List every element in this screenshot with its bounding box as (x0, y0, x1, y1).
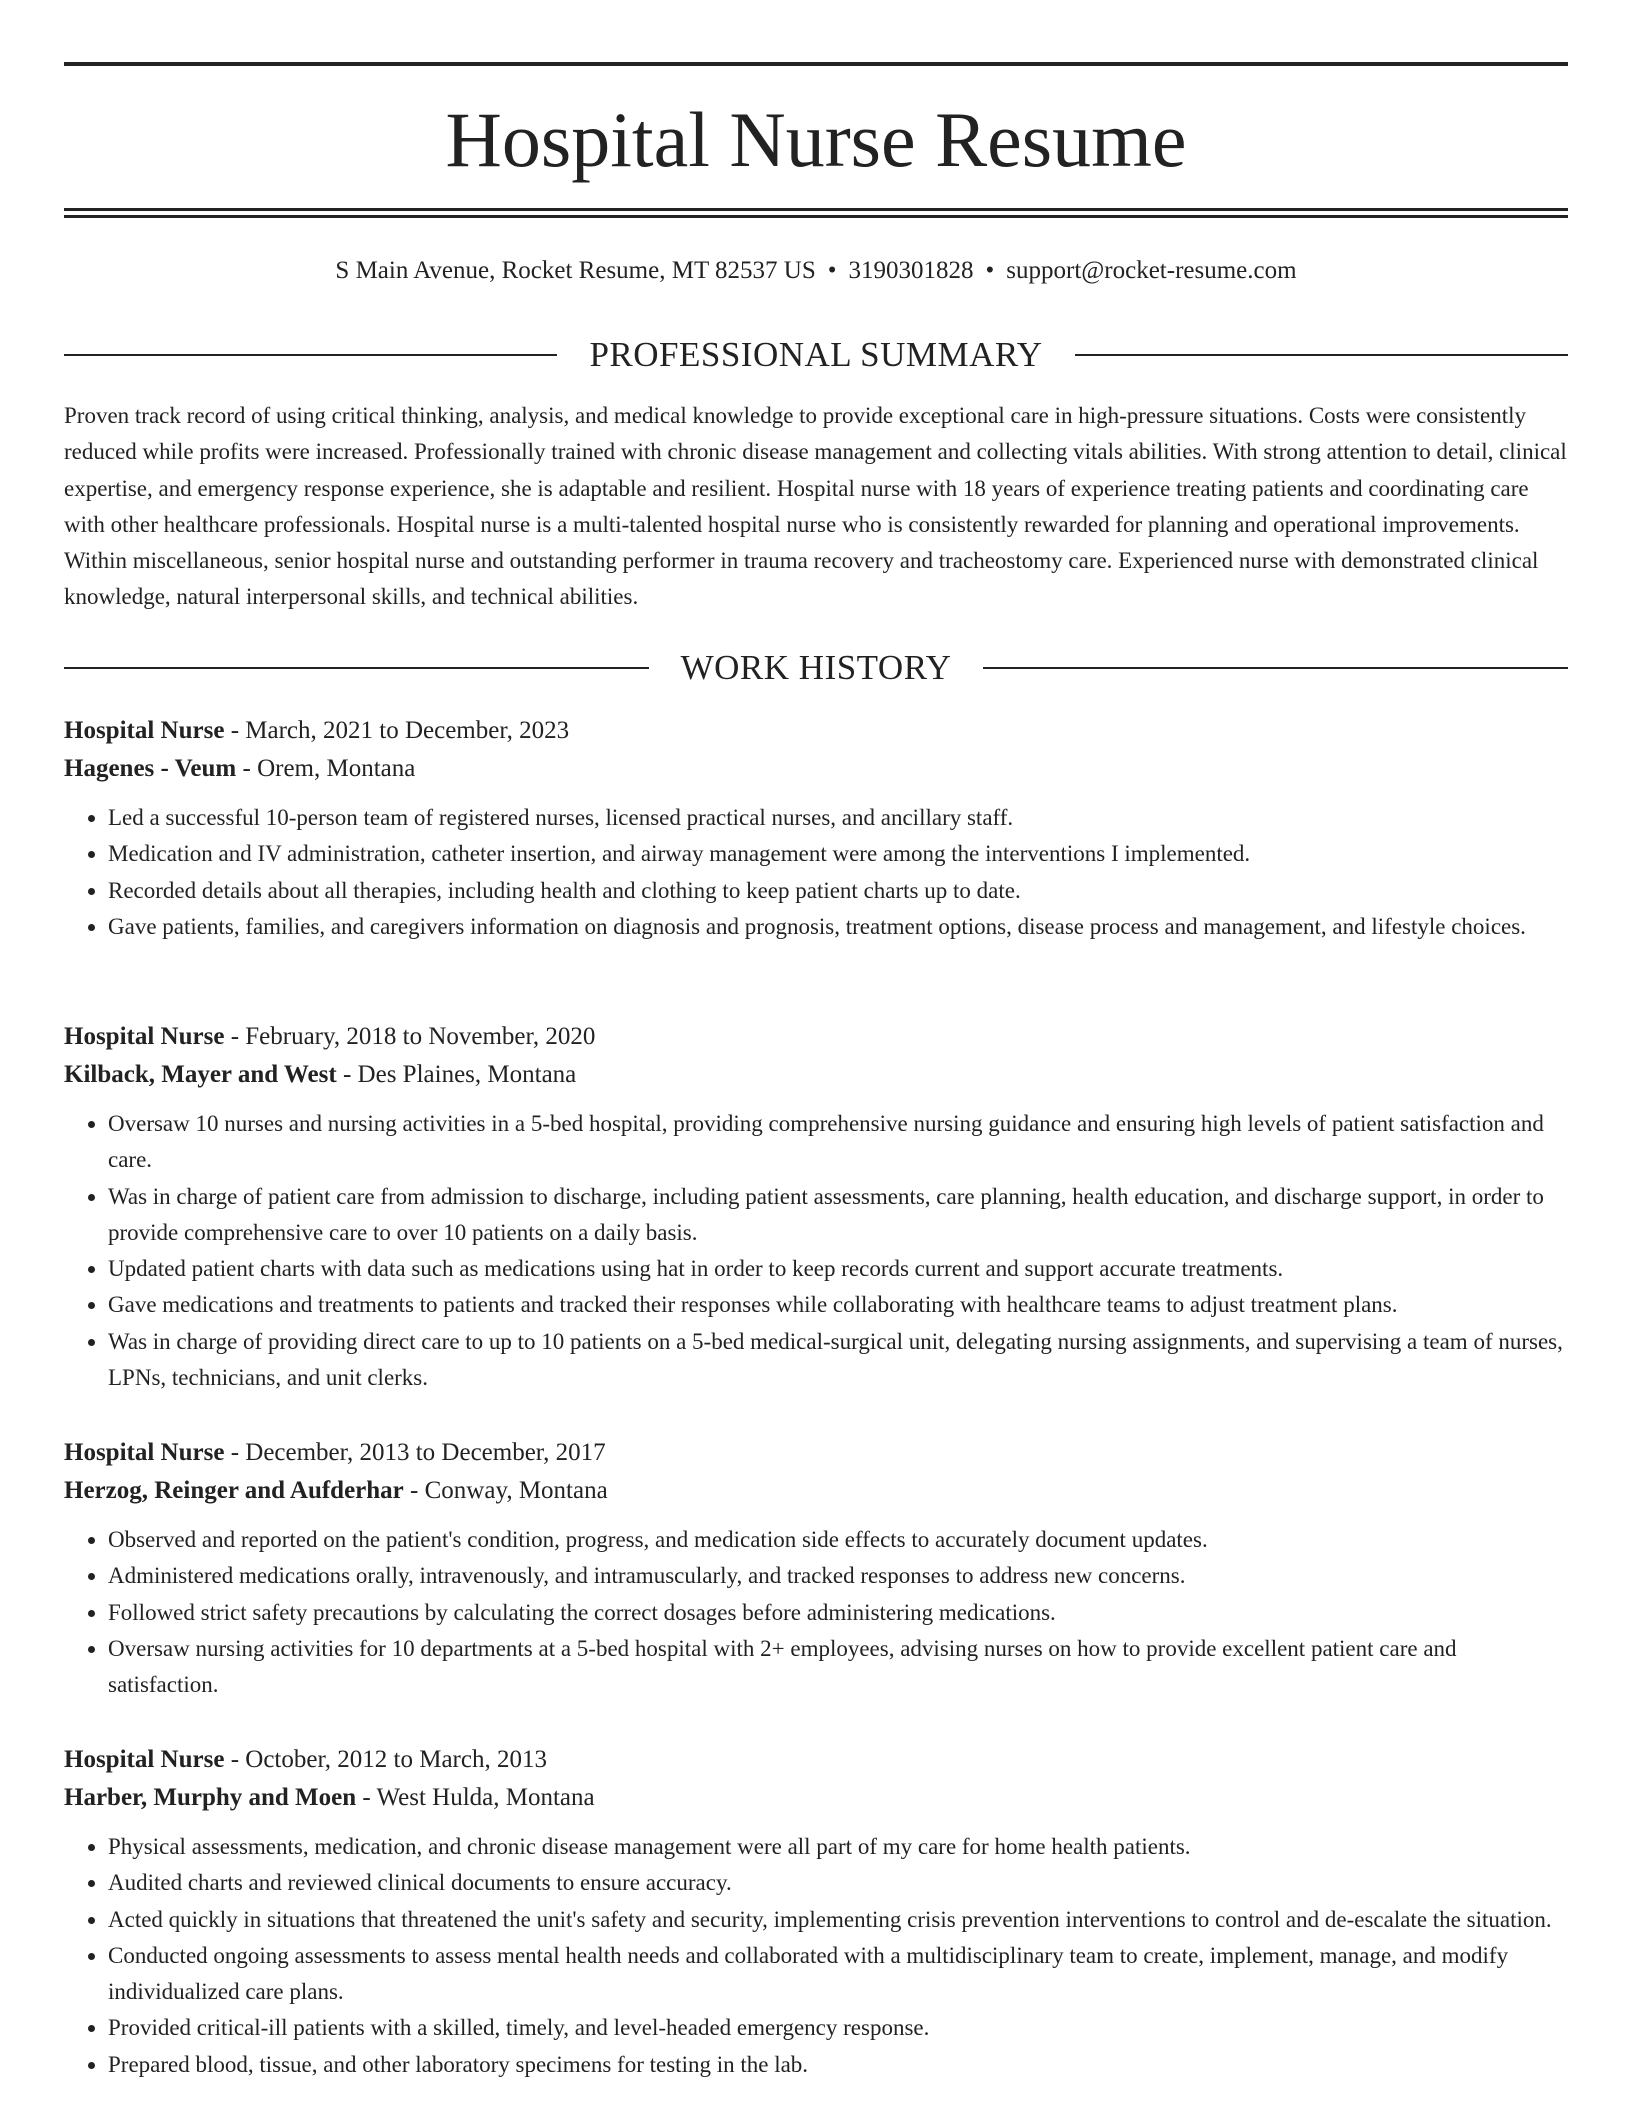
summary-heading-label: PROFESSIONAL SUMMARY (589, 335, 1043, 374)
job-bullet: • Updated patient charts with data such as medications using hat in order to keep records current and support accurate treatments. (108, 1251, 1568, 1287)
job-bullet: • Oversaw 10 nurses and nursing activities in a 5-bed hospital, providing comprehensive nursing guidance and ensuring high levels of patient satisfaction and care. (108, 1106, 1568, 1179)
job-bullets (64, 800, 1568, 945)
job-bullets (64, 1106, 1568, 1396)
heading-rule-left (64, 354, 557, 356)
job-bullet: • Acted quickly in situations that threatened the unit's safety and security, implementing crisis prevention interventions to control and de-escalate the situation. (108, 1902, 1568, 1938)
job-bullet: • Was in charge of providing direct care to up to 10 patients on a 5-bed medical-surgical unit, delegating nursing assignments, and supervising a team of nurses, LPNs, technicians, and unit clerks. (108, 1324, 1568, 1397)
contact-address: S Main Avenue, Rocket Resume, MT 82537 US (335, 257, 816, 284)
job-title-line: Hospital Nurse - February, 2018 to November, 2020 (64, 1023, 596, 1050)
job-title: Hospital Nurse (64, 1746, 225, 1773)
contact-separator: • (985, 257, 995, 284)
job-bullet: • Provided critical-ill patients with a skilled, timely, and level-headed emergency response. (108, 2010, 1568, 2046)
job-bullet: • Led a successful 10-person team of registered nurses, licensed practical nurses, and ancillary staff. (108, 800, 1568, 836)
summary-heading (64, 333, 1568, 377)
job-bullet: • Oversaw nursing activities for 10 departments at a 5-bed hospital with 2+ employees, advising nurses on how to provide excellent patient care and satisfaction. (108, 1631, 1568, 1704)
job-entry (64, 1434, 1568, 1703)
job-location: Orem, Montana (257, 755, 416, 782)
summary-text: Proven track record of using critical thinking, analysis, and medical knowledge to provide exceptional care in high-pressure situations. Costs were consistently reduced while profits were increased. Professionally trained with chronic disease management and collecting vitals abilities. With strong attention to detail, clinical expertise, and emergency response experience, she is adaptable and resilient. Hospital nurse with 18 years of experience treating patients and coordinating care with other healthcare professionals. Hospital nurse is a multi-talented hospital nurse who is consistently rewarded for planning and operational improvements. Within miscellaneous, senior hospital nurse and outstanding performer in trauma recovery and tracheostomy care. Experienced nurse with demonstrated clinical knowledge, natural interpersonal skills, and technical abilities. (64, 403, 1567, 610)
job-entry (64, 1018, 1568, 1396)
job-bullet: • Observed and reported on the patient's condition, progress, and medication side effects to accurately document updates. (108, 1522, 1568, 1558)
title-rule-lower (64, 215, 1568, 218)
work-history-heading (64, 646, 1568, 690)
job-bullet: • Physical assessments, medication, and chronic disease management were all part of my care for home health patients. (108, 1829, 1568, 1865)
job-bullet: • Medication and IV administration, catheter insertion, and airway management were among the interventions I implemented. (108, 836, 1568, 872)
work-history-heading-label: WORK HISTORY (680, 648, 952, 687)
contact-email: support@rocket-resume.com (1006, 257, 1297, 284)
job-bullet: • Gave medications and treatments to patients and tracked their responses while collaborating with healthcare teams to adjust treatment plans. (108, 1287, 1568, 1323)
job-dates: March, 2021 to December, 2023 (245, 717, 570, 744)
job-bullets (64, 1829, 1568, 2083)
job-company-line: Hagenes - Veum - Orem, Montana (64, 755, 416, 782)
job-dates: December, 2013 to December, 2017 (245, 1439, 606, 1466)
job-company: Kilback, Mayer and West (64, 1061, 337, 1088)
job-company-line: Harber, Murphy and Moen - West Hulda, Montana (64, 1784, 595, 1811)
job-title-line: Hospital Nurse - December, 2013 to December, 2017 (64, 1439, 606, 1466)
job-company-line: Kilback, Mayer and West - Des Plaines, Montana (64, 1061, 577, 1088)
job-bullet: • Was in charge of patient care from admission to discharge, including patient assessments, care planning, health education, and discharge support, in order to provide comprehensive care to over 10 patients on a daily basis. (108, 1179, 1568, 1252)
job-location: Conway, Montana (424, 1477, 608, 1504)
job-bullet: • Recorded details about all therapies, including health and clothing to keep patient charts up to date. (108, 873, 1568, 909)
job-bullet: • Administered medications orally, intravenously, and intramuscularly, and tracked responses to address new concerns. (108, 1558, 1568, 1594)
job-bullet: • Audited charts and reviewed clinical documents to ensure accuracy. (108, 1865, 1568, 1901)
job-company: Harber, Murphy and Moen (64, 1784, 357, 1811)
job-location: Des Plaines, Montana (357, 1061, 577, 1088)
job-bullet: • Prepared blood, tissue, and other laboratory specimens for testing in the lab. (108, 2047, 1568, 2083)
job-bullet: • Followed strict safety precautions by calculating the correct dosages before administering medications. (108, 1595, 1568, 1631)
job-title-line: Hospital Nurse - March, 2021 to December, 2023 (64, 717, 570, 744)
job-company: Hagenes - Veum (64, 755, 237, 782)
contact-separator: • (827, 257, 837, 284)
job-dates: October, 2012 to March, 2013 (245, 1746, 547, 1773)
job-location: West Hulda, Montana (376, 1784, 595, 1811)
job-entry (64, 1741, 1568, 2083)
job-title: Hospital Nurse (64, 1023, 225, 1050)
title-rule-upper (64, 208, 1568, 211)
job-company-line: Herzog, Reinger and Aufderhar - Conway, Montana (64, 1477, 608, 1504)
contact-line (64, 254, 1568, 288)
job-bullet: • Gave patients, families, and caregivers information on diagnosis and prognosis, treatment options, disease process and management, and lifestyle choices. (108, 909, 1568, 945)
job-bullets (64, 1522, 1568, 1703)
heading-rule-right (983, 667, 1568, 669)
contact-phone: 3190301828 (848, 257, 974, 284)
top-rule (64, 62, 1568, 66)
resume-title: Hospital Nurse Resume (445, 96, 1187, 183)
heading-rule-left (64, 667, 649, 669)
job-title: Hospital Nurse (64, 1439, 225, 1466)
job-company: Herzog, Reinger and Aufderhar (64, 1477, 404, 1504)
heading-rule-right (1075, 354, 1568, 356)
job-entry (64, 712, 1568, 945)
job-bullet: • Conducted ongoing assessments to assess mental health needs and collaborated with a multidisciplinary team to create, implement, manage, and modify individualized care plans. (108, 1938, 1568, 2011)
job-title: Hospital Nurse (64, 717, 225, 744)
job-title-line: Hospital Nurse - October, 2012 to March, 2013 (64, 1746, 547, 1773)
job-dates: February, 2018 to November, 2020 (245, 1023, 596, 1050)
